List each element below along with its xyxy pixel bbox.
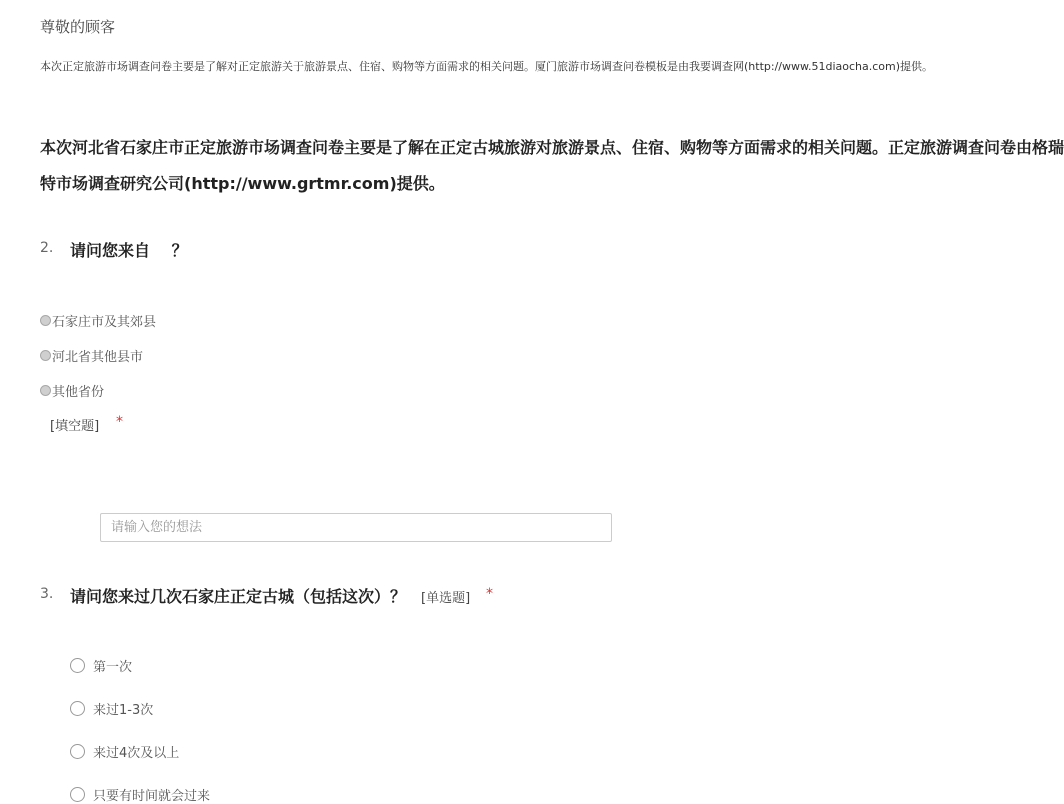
radio-icon[interactable] bbox=[40, 350, 51, 361]
intro-bold-line-2: 特市场调查研究公司(http://www.grtmr.com)提供。 bbox=[40, 174, 445, 193]
intro-bold-line-1: 本次河北省石家庄市正定旅游市场调查问卷主要是了解在正定古城旅游对旅游景点、住宿、购物等方面需求的相关问题。正定旅游调查问卷由格瑞 bbox=[40, 138, 1064, 157]
radio-icon[interactable] bbox=[70, 658, 85, 673]
radio-icon[interactable] bbox=[70, 787, 85, 802]
question-3-option-1[interactable] bbox=[70, 656, 132, 675]
question-2-option-2[interactable] bbox=[40, 346, 143, 365]
option-label: 来过4次及以上 bbox=[93, 746, 180, 761]
option-label: 只要有时间就会过来 bbox=[93, 789, 211, 804]
question-3-number: 3. bbox=[40, 586, 54, 602]
option-label: 来过1-3次 bbox=[93, 703, 154, 718]
intro-bold-text bbox=[40, 130, 1064, 202]
option-label: 河北省其他县市 bbox=[52, 350, 144, 365]
question-2-type-label: [填空题] bbox=[50, 419, 100, 434]
question-2-title: 请问您来自 ？ bbox=[70, 241, 188, 260]
question-2-number: 2. bbox=[40, 240, 54, 256]
question-2-option-1[interactable] bbox=[40, 311, 156, 330]
question-2-option-3[interactable] bbox=[40, 381, 104, 400]
radio-icon[interactable] bbox=[40, 385, 51, 396]
question-3-type-label: [单选题] bbox=[421, 591, 471, 606]
question-2-answer-input[interactable] bbox=[100, 513, 612, 542]
question-3-required-mark: * bbox=[486, 586, 493, 602]
question-3-option-2[interactable] bbox=[70, 699, 153, 718]
question-3-option-4[interactable] bbox=[70, 785, 210, 804]
radio-icon[interactable] bbox=[70, 701, 85, 716]
question-3-title: 请问您来过几次石家庄正定古城（包括这次）？ bbox=[70, 587, 407, 606]
intro-small-text: 本次正定旅游市场调查问卷主要是了解对正定旅游关于旅游景点、住宿、购物等方面需求的相关问题。厦门旅游市场调查问卷模板是由我要调查网(http://www.51diaocha.com)提供。 bbox=[40, 60, 934, 73]
option-label: 第一次 bbox=[93, 660, 133, 675]
greeting-text: 尊敬的顾客 bbox=[40, 18, 116, 36]
question-2-required-mark: * bbox=[116, 414, 123, 430]
question-3-option-3[interactable] bbox=[70, 742, 179, 761]
option-label: 石家庄市及其郊县 bbox=[52, 315, 157, 330]
radio-icon[interactable] bbox=[40, 315, 51, 326]
option-label: 其他省份 bbox=[52, 385, 105, 400]
radio-icon[interactable] bbox=[70, 744, 85, 759]
